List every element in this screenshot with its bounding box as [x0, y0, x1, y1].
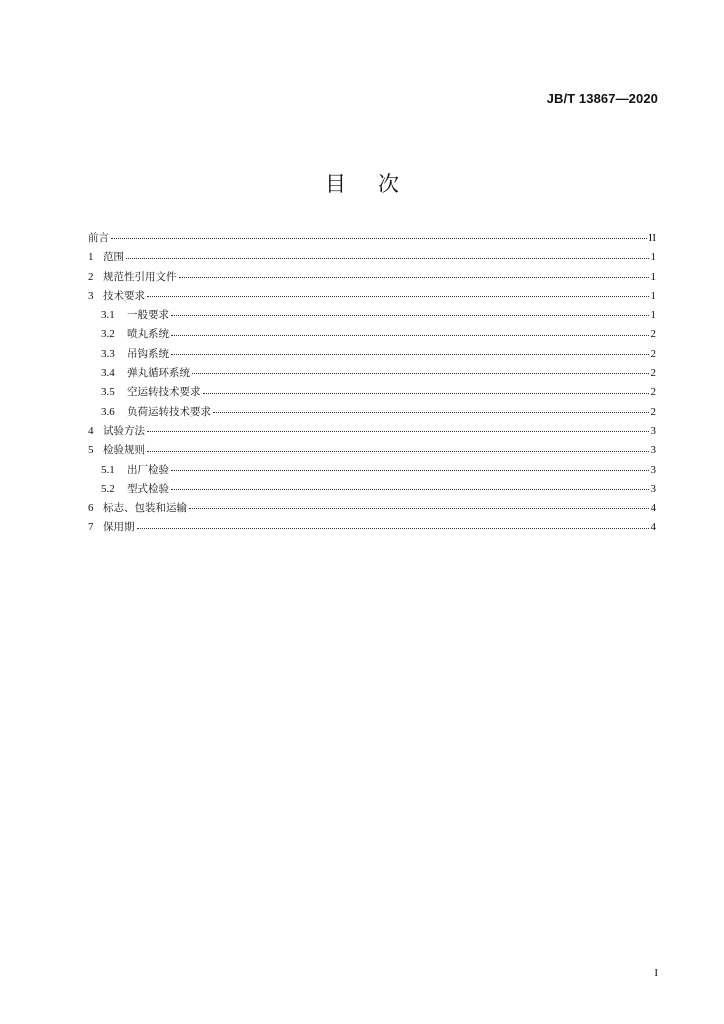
toc-entry[interactable] — [88, 499, 656, 518]
page-number: I — [654, 967, 658, 979]
toc-entry-number: 3.5 — [101, 386, 115, 399]
toc-entry-page: 1 — [650, 270, 656, 283]
toc-entry-label: 检验规则 — [103, 444, 145, 457]
toc-entry-page: 1 — [650, 289, 656, 302]
toc-entry-label: 一般要求 — [127, 309, 169, 322]
toc-entry-label: 规范性引用文件 — [103, 270, 177, 283]
toc-entry-label: 试验方法 — [103, 424, 145, 437]
toc-entry-number: 3.2 — [101, 328, 115, 341]
toc-entry-page: 2 — [650, 347, 656, 360]
toc-entry[interactable] — [88, 345, 656, 364]
toc-leader-dots — [171, 353, 649, 355]
toc-entry-label: 吊钩系统 — [127, 347, 169, 360]
toc-entry-number: 3.6 — [101, 405, 115, 418]
toc-leader-dots — [192, 372, 649, 374]
toc-entry[interactable] — [88, 441, 656, 460]
toc-leader-dots — [147, 295, 649, 297]
toc-entry-page: II — [648, 232, 656, 244]
toc-leader-dots — [126, 257, 649, 259]
toc-entry-number: 4 — [88, 424, 94, 437]
table-of-contents — [88, 229, 656, 538]
toc-entry[interactable] — [88, 403, 656, 422]
toc-entry-page: 2 — [650, 328, 656, 341]
toc-entry-number: 6 — [88, 502, 94, 515]
toc-entry[interactable] — [88, 364, 656, 383]
toc-entry-number: 3 — [88, 289, 94, 302]
title-char-1: 目 — [325, 172, 346, 196]
toc-entry-page: 1 — [650, 251, 656, 264]
toc-leader-dots — [171, 488, 649, 490]
toc-entry-number: 5 — [88, 444, 94, 457]
toc-leader-dots — [203, 392, 649, 394]
toc-leader-dots — [179, 276, 649, 278]
toc-entry[interactable] — [88, 268, 656, 287]
toc-entry-number: 2 — [88, 270, 94, 283]
toc-entry[interactable] — [88, 480, 656, 499]
toc-entry[interactable] — [88, 287, 656, 306]
toc-entry-label: 弹丸循环系统 — [127, 367, 190, 380]
toc-entry[interactable] — [88, 306, 656, 325]
toc-entry[interactable] — [88, 461, 656, 480]
toc-entry[interactable] — [88, 229, 656, 248]
toc-entry-page: 1 — [650, 309, 656, 322]
toc-leader-dots — [137, 527, 649, 529]
toc-entry[interactable] — [88, 325, 656, 344]
toc-entry[interactable] — [88, 383, 656, 402]
toc-entry-label: 前言 — [88, 232, 109, 244]
toc-entry-page: 2 — [650, 386, 656, 399]
standard-code: JB/T 13867—2020 — [546, 91, 658, 106]
toc-entry-number: 1 — [88, 251, 94, 264]
toc-entry-page: 3 — [650, 482, 656, 495]
toc-leader-dots — [213, 411, 649, 413]
toc-entry-label: 负荷运转技术要求 — [127, 405, 211, 418]
toc-leader-dots — [111, 237, 647, 239]
page-title — [0, 168, 724, 198]
toc-entry[interactable] — [88, 422, 656, 441]
toc-entry-label: 喷丸系统 — [127, 328, 169, 341]
toc-entry-number: 7 — [88, 521, 94, 534]
toc-entry-label: 标志、包装和运输 — [103, 502, 187, 515]
toc-entry-number: 3.3 — [101, 347, 115, 360]
toc-entry-page: 4 — [650, 521, 656, 534]
toc-leader-dots — [171, 314, 649, 316]
toc-entry-label: 范围 — [103, 251, 124, 264]
toc-entry-label: 型式检验 — [127, 482, 169, 495]
toc-entry-page: 4 — [650, 502, 656, 515]
toc-entry-label: 保用期 — [103, 521, 135, 534]
toc-entry-number: 3.1 — [101, 309, 115, 322]
toc-entry-label: 空运转技术要求 — [127, 386, 201, 399]
toc-entry[interactable] — [88, 518, 656, 537]
toc-entry-number: 5.1 — [101, 463, 115, 476]
toc-entry-label: 出厂检验 — [127, 463, 169, 476]
toc-leader-dots — [189, 507, 649, 509]
title-char-2: 次 — [378, 172, 399, 196]
toc-entry-page: 3 — [650, 424, 656, 437]
toc-entry-page: 2 — [650, 405, 656, 418]
toc-leader-dots — [171, 334, 649, 336]
toc-entry[interactable] — [88, 248, 656, 267]
toc-entry-page: 3 — [650, 444, 656, 457]
toc-leader-dots — [147, 450, 649, 452]
toc-leader-dots — [171, 469, 649, 471]
toc-entry-label: 技术要求 — [103, 289, 145, 302]
toc-entry-page: 2 — [650, 367, 656, 380]
toc-entry-page: 3 — [650, 463, 656, 476]
toc-entry-number: 3.4 — [101, 367, 115, 380]
toc-entry-number: 5.2 — [101, 482, 115, 495]
toc-leader-dots — [147, 430, 649, 432]
